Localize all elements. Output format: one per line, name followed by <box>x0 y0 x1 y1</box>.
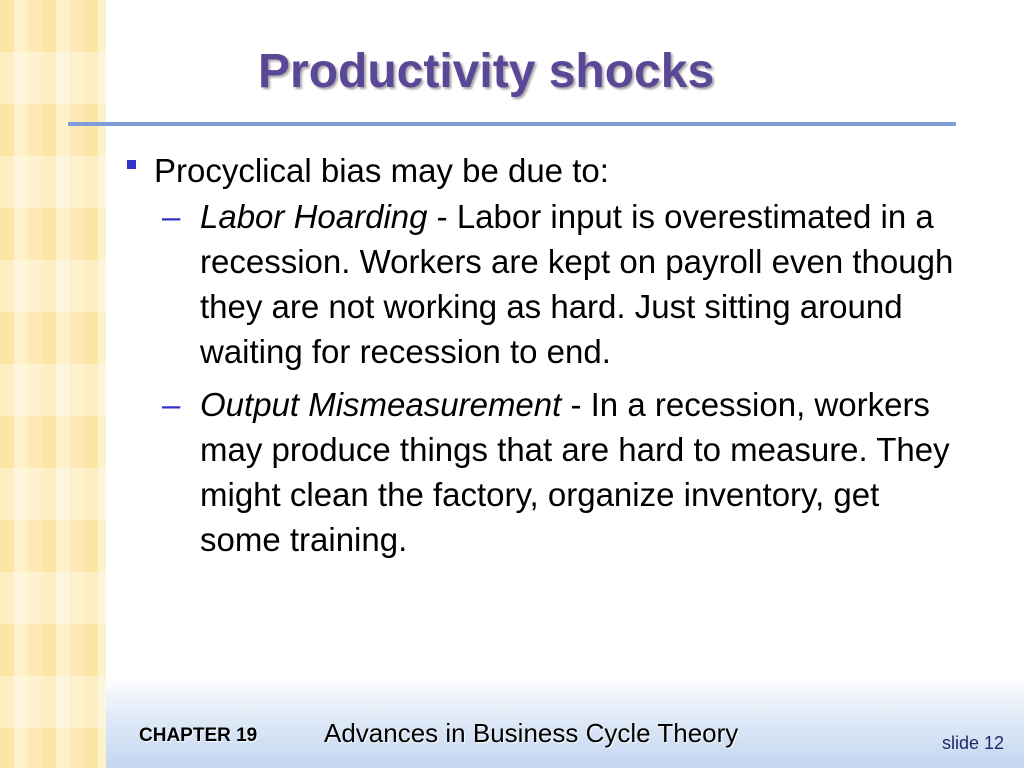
slide-body <box>118 148 958 562</box>
dash-bullet-icon: – <box>162 198 181 235</box>
subpoint-labor-hoarding <box>118 194 958 374</box>
main-bullet-text: Procyclical bias may be due to: <box>154 152 609 189</box>
title-divider <box>68 122 956 126</box>
subpoint-term: Labor Hoarding <box>200 198 428 235</box>
slide-number: slide 12 <box>941 733 1004 753</box>
subpoint-text: - Labor input is overestimated in a recession. Workers are kept on payroll even though they are not working as hard. Just sitting around waiting for recession to end. <box>200 198 954 370</box>
subpoint-output-mismeasurement <box>118 382 958 562</box>
slide-title: Productivity shocks <box>258 45 715 98</box>
footer-title: Advances in Business Cycle Theory <box>324 718 739 748</box>
dash-bullet-icon: – <box>162 386 181 423</box>
subpoint-text: - In a recession, workers may produce things that are hard to measure. They might clean the factory, organize inventory, get some training. <box>200 386 950 558</box>
chapter-label: CHAPTER 19 <box>139 725 258 746</box>
square-bullet-icon <box>127 160 136 169</box>
decorative-side-strip <box>0 0 106 768</box>
subpoint-term: Output Mismeasurement <box>200 386 562 423</box>
main-bullet <box>118 148 958 194</box>
